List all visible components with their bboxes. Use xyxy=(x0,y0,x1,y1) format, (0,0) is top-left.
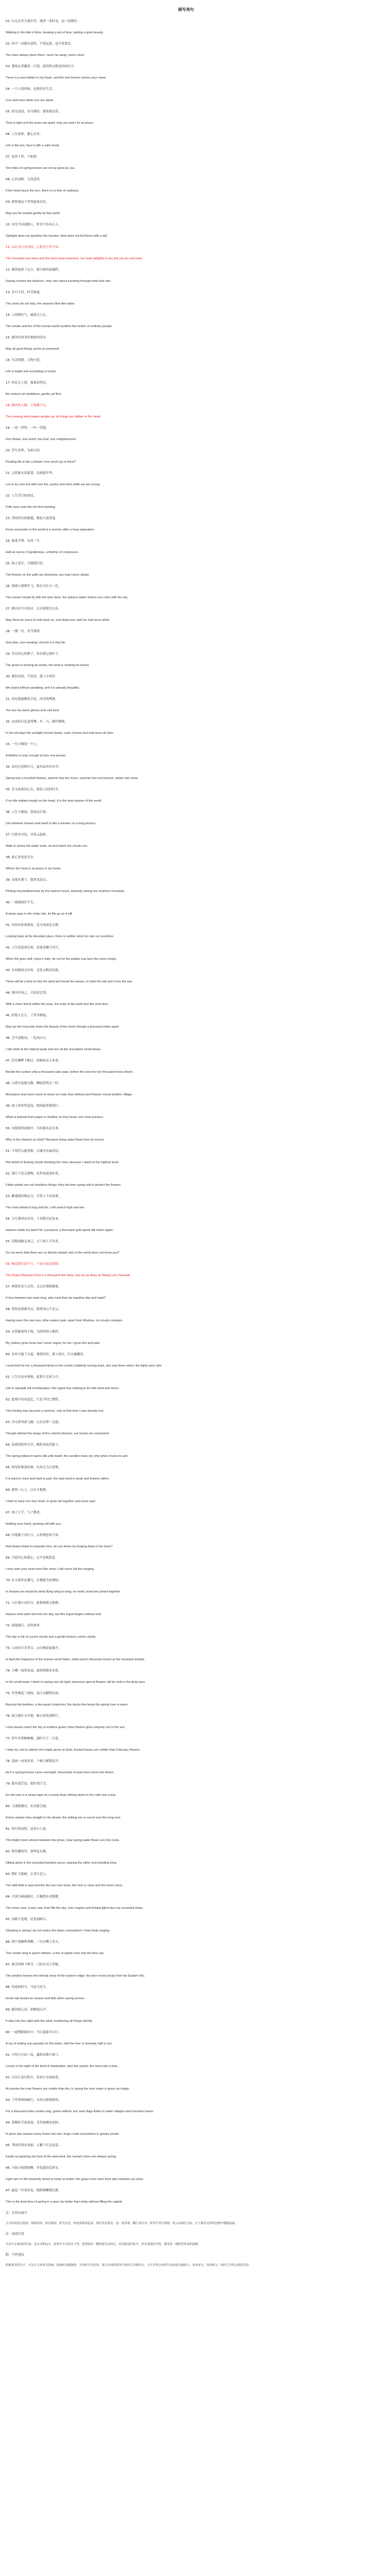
sentence-chinese: 88. 好雨知时节，当春乃发生。 xyxy=(6,1986,49,1989)
sentence-english: Heaven made my talent for a purpose; a thousand gold spent will return again. xyxy=(6,1229,114,1232)
sentence-english: Life between heaven and earth is like a traveler on a long journey. xyxy=(6,822,97,825)
sentence-english: You are my warm gloves and cold beer. xyxy=(6,709,60,712)
sentence-chinese: 67. 执子之手，与子偕老。 xyxy=(6,1511,43,1515)
sentence-chinese: 52. 落红不是无情物，化作春泥更护花。 xyxy=(6,1172,62,1176)
sentence-english: Good rain knows its season and falls when spring arrives. xyxy=(6,1997,85,2000)
sentence-english: What is learned from paper is shallow; to truly know, one must practice. xyxy=(6,1116,104,1119)
sentence-english: The wild field is vast and the sky low over trees; the river is clear and the moon close. xyxy=(6,1884,123,1887)
sentence-chinese: 77. 停车坐爱枫林晚，霜叶红于二月花。 xyxy=(6,1737,62,1740)
sentence-chinese: 94. 黄梅时节家家雨，青草池塘处处蛙。 xyxy=(6,2121,62,2125)
sentence-chinese: 89. 随风潜入夜，润物细无声。 xyxy=(6,2008,49,2012)
sentence-chinese: 66. 愿得一心人，白头不相离。 xyxy=(6,1489,49,1492)
sentence-chinese: 08. 心若向阳，无畏悲伤。 xyxy=(6,178,43,181)
sentence-chinese: 33. 一生只够爱一个人。 xyxy=(6,743,40,746)
sentence-english: In the small tower I listen to spring rain all night; tomorrow apricot flowers will be sold in the deep lane. xyxy=(6,1681,146,1684)
sentence-english: Red beans inlaid in exquisite dice; do you know my longing deep in the bone? xyxy=(6,1545,113,1548)
sentence-chinese: 47. 沉舟侧畔千帆过，病树前头万木春。 xyxy=(6,1059,62,1063)
sentence-chinese: 10. 星光不问赶路人，时光不负有心人。 xyxy=(6,223,62,227)
sentence-english: Walk to where the water ends, sit and watch the clouds rise. xyxy=(6,845,88,848)
sentence-chinese: 62. 此情可待成追忆，只是当时已惘然。 xyxy=(6,1398,62,1402)
sentence-chinese: 40. 一蓑烟雨任平生。 xyxy=(6,901,37,904)
sentence-chinese: 79. 孤舟蓑笠翁，独钓寒江雪。 xyxy=(6,1782,49,1786)
sentence-chinese: 59. 衣带渐宽终不悔，为伊消得人憔悴。 xyxy=(6,1330,62,1334)
sentence-english: Spring has a hundred flowers, autumn has the moon, summer has cool breeze, winter has snow. xyxy=(6,777,139,780)
sentence-english: The window frames the eternal snow of the western ridge; the door moors boats from far Eastern Wu. xyxy=(6,1974,145,1978)
sentence-english: Where the heart is at peace is my home. xyxy=(6,867,62,871)
sentence-english: Starlight does not question the traveler; time does not fail those with a will. xyxy=(6,234,108,238)
sentence-english: We stand without speaking, and it is already beautiful. xyxy=(6,686,80,690)
document-title: 描写美句 xyxy=(178,7,194,12)
sentence-chinese: 17. 知足且上进，温柔而坚定。 xyxy=(6,381,49,385)
sentence-chinese: 91. 可怜九月初三夜，露似真珠月似弓。 xyxy=(6,2053,62,2057)
sentence-chinese: 71. 天长地久有时尽，此恨绵绵无绝期。 xyxy=(6,1602,62,1605)
sentence-chinese: 38. 此心安处是吾乡。 xyxy=(6,856,37,859)
sentence-english: Beyond the bamboo, a few peach branches; the ducks first know the spring river is warm. xyxy=(6,1703,129,1707)
sentence-english: The sunset clouds fly with the lone duck; the autumn water shares one color with the sky. xyxy=(6,596,128,599)
sentence-chinese: 39. 采菊东篱下，悠然见南山。 xyxy=(6,878,49,882)
sentence-chinese: 85. 春眠不觉晓，处处闻啼鸟。 xyxy=(6,1918,49,1921)
sentence-chinese: 86. 两个黄鹂鸣翠柳，一行白鹭上青天。 xyxy=(6,1940,62,1944)
sentence-english: A lifetime is only enough to love one person. xyxy=(6,754,67,758)
sentence-chinese: 46. 会当凌绝顶，一览众山小。 xyxy=(6,1037,49,1040)
sentence-english: The road ahead is long and far; I will search high and low. xyxy=(6,1206,85,1209)
sentence-chinese: 90. 一道残阳铺水中，半江瑟瑟半江红。 xyxy=(6,2031,62,2034)
sentence-chinese: 64. 春蚕到死丝方尽，蜡炬成灰泪始干。 xyxy=(6,1443,62,1447)
sentence-chinese: 30. 我们站着，不说话，就十分美好。 xyxy=(6,675,58,678)
sentence-chinese: 76. 接天莲叶无穷碧，映日荷花别样红。 xyxy=(6,1715,62,1718)
sentence-chinese: 36. 人生天地间，忽如远行客。 xyxy=(6,811,49,814)
sentence-chinese: 05. 时光清浅，岁月静好，愿你我安然。 xyxy=(6,110,62,114)
sentence-english: Time is light and the years are quiet; may you and I be at peace. xyxy=(6,121,94,125)
sentence-chinese: 37. 行到水穷处，坐看云起时。 xyxy=(6,833,49,837)
sentence-english: The evening wind wakes people up; all things are hidden in the heart. xyxy=(6,415,101,419)
sentence-english: Mountains and rivers seem to leave no road, then willows and flowers reveal another village. xyxy=(6,1093,133,1096)
sentence-chinese: 45. 但愿人长久，千里共婵娟。 xyxy=(6,1014,49,1017)
sentence-english: For a thousand miles orioles sing, green reflects red; wine flags flutter in water villages and mountain towns. xyxy=(6,2110,154,2113)
sentence-chinese: 53. 路漫漫其修远兮，吾将上下而求索。 xyxy=(6,1195,62,1198)
sentence-chinese: 34. 春有百花秋有月，夏有凉风冬有雪。 xyxy=(6,765,62,769)
sentence-english: As if a spring breeze came overnight, thousands of pear trees burst into bloom. xyxy=(6,1771,115,1774)
sentence-english: The flowers on the path are blooming; you may return slowly. xyxy=(6,573,90,577)
sentence-english: When life goes well, enjoy it fully; do not let the golden cup face the moon empty. xyxy=(6,958,117,961)
appendix-label-2: 注：原创片段 xyxy=(6,2233,25,2236)
sentence-english: The bright moon shines between the pines; clear spring water flows over the rocks. xyxy=(6,1839,120,1842)
appendix-paragraph-2: 生活不止眼前的忙碌，还有诗和远方。愿你在平凡的日子里，依然保有一颗热爱生活的心，看见路边的花开，听见清晨的鸟鸣，感受每一缕阳光带来的温暖。 xyxy=(6,2243,201,2246)
sentence-english: Why is the channel so clear? Because living water flows from its source. xyxy=(6,1138,105,1142)
sentence-english: I searched for her a thousand times in the crowd; suddenly turning back, she was there where the lights were dim. xyxy=(6,1364,162,1368)
sentence-english: Lovely is the night of the third of September; dew like pearls, the moon like a bow. xyxy=(6,2065,118,2068)
sentence-english: In heaven we would be birds flying wing to wing; on earth, branches joined together. xyxy=(6,1590,121,1594)
sentence-english: It is hard to meet and hard to part; the east wind is weak and flowers wither. xyxy=(6,1477,110,1481)
sentence-english: One flower, one world; one leaf, one enlightenment. xyxy=(6,438,77,441)
sentence-english: Sleeping in spring I do not notice the dawn; everywhere I hear birds singing. xyxy=(6,1929,110,1933)
sentence-chinese: 54. 天生我材必有用，千金散尽还复来。 xyxy=(6,1217,62,1221)
sentence-chinese: 96. 天街小雨润如酥，草色遥看近却无。 xyxy=(6,2166,62,2170)
sentence-chinese: 58. 曾经沧海难为水，除却巫山不是云。 xyxy=(6,1308,62,1311)
sentence-english: Two orioles sing in green willows; a line of egrets rises into the blue sky. xyxy=(6,1952,105,1955)
sentence-chinese: 35. 若无闲事挂心头，便是人间好时节。 xyxy=(6,788,62,791)
sentence-english: Ten miles of spring breeze are not as good as you. xyxy=(6,167,76,170)
sentence-english: Every encounter in the world is a reunion after a long separation. xyxy=(6,528,95,532)
sentence-chinese: 61. 人生自是有情痴，此恨不关风与月。 xyxy=(6,1376,62,1379)
sentence-chinese: 82. 独坐幽篁里，弹琴复长啸。 xyxy=(6,1850,49,1853)
sentence-english: Looking back at the desolate place, there is neither wind nor rain nor sunshine. xyxy=(6,935,114,938)
sentence-english: Having seen the vast sea, other waters pale; apart from Wushan, no clouds compare. xyxy=(6,1319,123,1322)
sentence-chinese: 06. 人生如茶，静心以对。 xyxy=(6,133,43,136)
sentence-chinese: 31. 你是我温暖的手套，冰冷的啤酒。 xyxy=(6,698,58,701)
appendix-paragraph-1: 五月的风吹过窗前，树影摇曳，阳光斑驳，时光在这一刻变得温柔起来。我们坐在窗边，泡一壶清茶，翻几页旧书，听风声穿过树梢，看云朵漫过天际，日子便在这样的安静中慢慢流淌。 xyxy=(6,2222,238,2225)
sentence-english: Sitting alone in the secluded bamboo grove, playing the zither and whistling long. xyxy=(6,1861,117,1865)
sentence-english: One time, one meeting; cherish it in this life. xyxy=(6,641,66,645)
sentence-english: The sky is full of sunset clouds and a gentle breeze comes slowly. xyxy=(6,1635,97,1639)
sentence-chinese: 25. 陌上花开，可缓缓归矣。 xyxy=(6,562,46,565)
sentence-chinese: 84. 月落乌啼霜满天，江枫渔火对愁眠。 xyxy=(6,1895,62,1899)
sentence-chinese: 43. 长风破浪会有时，直挂云帆济沧海。 xyxy=(6,969,62,972)
sentence-english: A straw cape in the misty rain, let life go as it will. xyxy=(6,912,73,916)
sentence-english: Life is naturally full of infatuation; this regret has nothing to do with wind and moon. xyxy=(6,1387,120,1390)
sentence-chinese: 11. 山有木兮木有枝，心悦君兮君不知。 xyxy=(6,246,62,249)
sentence-english: May all good things arrive as promised. xyxy=(6,347,60,351)
sentence-english: With a close friend within the seas, the ends of the earth feel like next door. xyxy=(6,1003,109,1006)
sentence-chinese: 18. 晚风吹人醒，万事藏于心。 xyxy=(6,404,49,407)
sentence-chinese: 73. 人间四月芳菲尽，山寺桃花始盛开。 xyxy=(6,1647,62,1650)
entry-list xyxy=(6,19,366,2204)
sentence-english: Beside the sunken ship a thousand sails pass; before the sick tree ten thousand trees bloom. xyxy=(6,1071,134,1074)
sentence-chinese: 24. 温柔半两，从容一生。 xyxy=(6,539,43,543)
sentence-chinese: 26. 落霞与孤鹜齐飞，秋水共长天一色。 xyxy=(6,585,62,588)
sentence-english: Picking chrysanthemums by the eastern fence, leisurely seeing the southern mountain. xyxy=(6,890,126,893)
sentence-english: If life were only like the first meeting. xyxy=(6,506,56,509)
sentence-english: It slips into the night with the wind, moistening all things silently. xyxy=(6,2020,93,2023)
sentence-chinese: 93. 千里莺啼绿映红，水村山郭酒旗风。 xyxy=(6,2099,62,2102)
sentence-chinese: 42. 人生得意须尽欢，莫使金樽空对月。 xyxy=(6,946,62,950)
sentence-english: My clothes grow loose but I never regret; for her I grow thin and pale. xyxy=(6,1342,101,1345)
sentence-chinese: 14. 人间烟火气，最抚凡人心。 xyxy=(6,314,49,317)
sentence-english: May there be years to look back on, and deep love until our hair turns white. xyxy=(6,619,110,622)
sentence-chinese: 70. 在天愿作比翼鸟，在地愿为连理枝。 xyxy=(6,1579,62,1582)
sentence-chinese: 07. 春风十里，不如你。 xyxy=(6,155,40,159)
sentence-english: Let us try new tea with new fire; poetry and wine while we are young. xyxy=(6,483,101,486)
appendix-paragraph-3: 积累优美的句子，可以让文章更有韵味。阅读时多做摘抄，写作时学会化用，将古诗词的意境与现代生活相结合，文字自然会变得生动而富有感染力。多读多写，坚持练习，你的文字终会绽放光彩。 xyxy=(6,2264,252,2267)
sentence-english: I will climb to the highest peak and see all the mountains small below. xyxy=(6,1048,101,1051)
sentence-english: If love between two lasts long, why must they be together day and night? xyxy=(6,1296,106,1300)
sentence-chinese: 75. 竹外桃花三两枝，春江水暖鸭先知。 xyxy=(6,1692,62,1695)
sentence-english: Life is like tea; face it with a calm heart. xyxy=(6,144,60,147)
sentence-chinese: 41. 回首向来萧瑟处，也无风雨也无晴。 xyxy=(6,924,62,927)
sentence-english: In April the fragrance of the human world fades, while peach blossoms bloom at the mountain temple. xyxy=(6,1658,145,1661)
sentence-chinese: 20. 浮生若梦，为欢几何。 xyxy=(6,449,43,452)
sentence-english: Fallen petals are not heartless things; they become spring soil to protect the flowers. xyxy=(6,1183,122,1187)
sentence-chinese: 15. 愿所有的美好都如约而至。 xyxy=(6,336,49,340)
sentence-english: I only wish your heart were like mine; I will never fail this longing. xyxy=(6,1568,95,1571)
sentence-english: I wish to have one true heart, to grow old together and never part. xyxy=(6,1500,96,1503)
sentence-chinese: 87. 窗含西岭千秋雪，门泊东吴万里船。 xyxy=(6,1963,62,1966)
sentence-chinese: 29. 草在结它的种子，风在摇它的叶子。 xyxy=(6,652,62,656)
sentence-chinese: 81. 明月松间照，清泉石上流。 xyxy=(6,1827,49,1831)
sentence-english: You have always been there, never far away, never close. xyxy=(6,54,85,57)
sentence-english: Live well even when you are alone. xyxy=(6,99,54,102)
sentence-chinese: 04. 一个人的时候，也要好好生活。 xyxy=(6,88,55,91)
sentence-english: In plum rain season every home has rain; frogs croak everywhere in grassy ponds. xyxy=(6,2133,120,2136)
sentence-english: Easily recognizing the face of the east wind, the myriad colors are always spring. xyxy=(6,2155,117,2159)
sentence-chinese: 55. 莫愁前路无知己，天下谁人不识君。 xyxy=(6,1240,62,1243)
sentence-english: There will be a time to ride the wind and break the waves, to hoist the sail and cross the sea. xyxy=(6,980,133,984)
sentence-chinese: 56. 桃花潭水深千尺，不及汪伦送我情。 xyxy=(6,1263,62,1266)
sentence-chinese: 03. 我的心里藏着一片海，海风吹过便是你的名字。 xyxy=(6,65,77,68)
sentence-chinese: 44. 海内存知己，天涯若比邻。 xyxy=(6,991,49,995)
sentence-english: May you be treated gently by this world. xyxy=(6,212,60,215)
sentence-chinese: 83. 野旷天低树，江清月近人。 xyxy=(6,1873,49,1876)
sentence-chinese: 72. 落霞满天，清风徐来。 xyxy=(6,1624,43,1628)
sentence-chinese: 63. 身无彩凤双飞翼，心有灵犀一点通。 xyxy=(6,1421,62,1424)
sentence-chinese: 60. 众里寻他千百度，蓦然回首，那人却在，灯火阑珊处。 xyxy=(6,1353,86,1356)
sentence-english: The grass is bearing its seeds, the wind is shaking its leaves. xyxy=(6,664,90,667)
appendix-label-1: 注：长短句改写 xyxy=(6,2212,28,2215)
sentence-english: A ray of setting sun spreads on the water; half the river is emerald, half is red. xyxy=(6,2042,113,2046)
sentence-chinese: 27. 愿有岁月可回首，且以深情共白头。 xyxy=(6,607,62,611)
sentence-chinese: 97. 最是一年春好处，绝胜烟柳满皇都。 xyxy=(6,2189,62,2192)
sentence-chinese: 95. 等闲识得东风面，万紫千红总是春。 xyxy=(6,2144,62,2147)
sentence-chinese: 50. 问渠那得清如许，为有源头活水来。 xyxy=(6,1127,62,1130)
sentence-english: This is the best time of spring in a year, far better than misty willows filling the capital. xyxy=(6,2200,123,2204)
sentence-chinese: 80. 大漠孤烟直，长河落日圆。 xyxy=(6,1805,49,1808)
sentence-chinese: 48. 山重水复疑无路，柳暗花明又一村。 xyxy=(6,1082,62,1085)
sentence-chinese: 13. 岁月不居，时节如流。 xyxy=(6,291,43,294)
sentence-english: In the old days the sunlight moved slowly; carts, horses and mail were all slow. xyxy=(6,732,114,735)
sentence-chinese: 92. 日出江花红胜火，春来江水绿如蓝。 xyxy=(6,2076,62,2079)
sentence-english: I stop my cart to admire the maple grove at dusk; frosted leaves are redder than February flowers. xyxy=(6,1748,141,1752)
sentence-english: The mountain has trees and the trees have branches; my heart delights in you but you do not know. xyxy=(6,257,143,260)
sentence-english: Though without the wings of the colorful phoenix, our hearts are connected. xyxy=(6,1432,110,1435)
sentence-english: If the heart faces the sun, there is no fear of sadness. xyxy=(6,189,79,193)
sentence-english: At sunrise the river flowers are redder than fire; in spring the river water is green as indigo. xyxy=(6,2087,130,2091)
appendix-label-3: 附：写作建议 xyxy=(6,2253,25,2257)
sentence-english: The years do not stay; the seasons flow like water. xyxy=(6,302,75,306)
sentence-chinese: 32. 从前的日色变得慢，车，马，邮件都慢。 xyxy=(6,720,68,724)
sentence-english: The moon sets, crows caw, frost fills the sky; river maples and fishing lights face my sorrowful sleep. xyxy=(6,1907,144,1910)
sentence-chinese: 65. 相见时难别亦难，东风无力百花残。 xyxy=(6,1466,62,1469)
sentence-english: Do not worry that there are no friends ahead; who in the world does not know you? xyxy=(6,1251,120,1255)
sentence-english: Heaven and earth will end one day, but this regret lingers without end. xyxy=(6,1613,102,1616)
sentence-english: May we live long and share the beauty of the moon though a thousand miles apart. xyxy=(6,1025,120,1029)
sentence-english: Having chosen the distance, only care about traveling through wind and rain. xyxy=(6,280,111,283)
appendix xyxy=(6,2211,366,2268)
sentence-english: Not afraid of floating clouds blocking the view, because I stand at the highest level. xyxy=(6,1161,119,1164)
sentence-chinese: 01. 行走在岁月流年里，漫煮一壶时光，品一份静好。 xyxy=(6,20,80,23)
sentence-english: Be content yet ambitious, gentle yet firm. xyxy=(6,393,62,396)
sentence-english: This feeling may become a memory, only at that time I was already lost. xyxy=(6,1409,105,1413)
sentence-chinese: 12. 既然选择了远方，便只顾风雨兼程。 xyxy=(6,268,62,272)
sentence-english: The spring silkworm spins silk until death; the candle's tears dry only when it turns to ash. xyxy=(6,1455,129,1458)
sentence-english: Floating life is like a dream; how much joy is there? xyxy=(6,460,76,464)
sentence-chinese: 78. 忽如一夜春风来，千树万树梨花开。 xyxy=(6,1760,62,1763)
sentence-chinese: 21. 且将新火试新茶，诗酒趁年华。 xyxy=(6,472,55,475)
sentence-english: The Peach Blossom Pool is a thousand feet deep, but not as deep as Wang Lun's farewell. xyxy=(6,1274,131,1277)
sentence-english: Half an ounce of gentleness, a lifetime of composure. xyxy=(6,551,79,554)
sentence-chinese: 74. 小楼一夜听春雨，深巷明朝卖杏花。 xyxy=(6,1669,62,1673)
sentence-english: Walking in the tide of time, brewing a pot of time, tasting a quiet beauty. xyxy=(6,31,104,34)
sentence-chinese: 19. 一花一世界，一叶一菩提。 xyxy=(6,427,49,430)
sentence-chinese: 49. 纸上得来终觉浅，绝知此事要躬行。 xyxy=(6,1104,62,1108)
sentence-english: If no idle matters weigh on the heart, it is the best season of the world. xyxy=(6,799,102,803)
sentence-english: There is a sea hidden in my heart, and the sea breeze carries your name. xyxy=(6,76,107,80)
sentence-english: A lone smoke rises straight in the desert; the setting sun is round over the long river. xyxy=(6,1816,122,1820)
sentence-chinese: 02. 你不一直都在那里，不曾远离，也不曾靠近。 xyxy=(6,42,74,46)
sentence-english: Light rain on the heavenly street is moist as butter; the grass color seen from afar vanishes up close. xyxy=(6,2178,144,2181)
sentence-english: Life is bright and everything is lovely. xyxy=(6,370,57,373)
sentence-chinese: 23. 世间所有的相遇，都是久别重逢。 xyxy=(6,517,58,520)
sentence-chinese: 69. 只愿君心似我心，定不负相思意。 xyxy=(6,1556,58,1560)
sentence-chinese: 51. 不畏浮云遮望眼，自缘身在最高层。 xyxy=(6,1150,62,1153)
sentence-english: The smoke and fire of the human world soothes the hearts of ordinary people. xyxy=(6,325,113,328)
sentence-chinese: 68. 玲珑骰子安红豆，入骨相思知不知。 xyxy=(6,1534,62,1537)
sentence-chinese: 28. 一期一会，世当珍惜。 xyxy=(6,630,43,633)
sentence-chinese: 09. 愿你被这个世界温柔以待。 xyxy=(6,201,49,204)
sentence-chinese: 57. 两情若是久长时，又岂在朝朝暮暮。 xyxy=(6,1285,62,1289)
sentence-english: Holding your hand, growing old with you. xyxy=(6,1522,62,1526)
sentence-english: Lotus leaves reach the sky in endless green; lotus flowers glow uniquely red in the sun. xyxy=(6,1726,126,1729)
sentence-chinese: 22. 人生若只如初见。 xyxy=(6,494,37,498)
sentence-chinese: 16. 生活明朗，万物可爱。 xyxy=(6,359,43,362)
sentence-english: An old man in a straw cape on a lonely boat, fishing alone in the cold river snow. xyxy=(6,1794,116,1797)
